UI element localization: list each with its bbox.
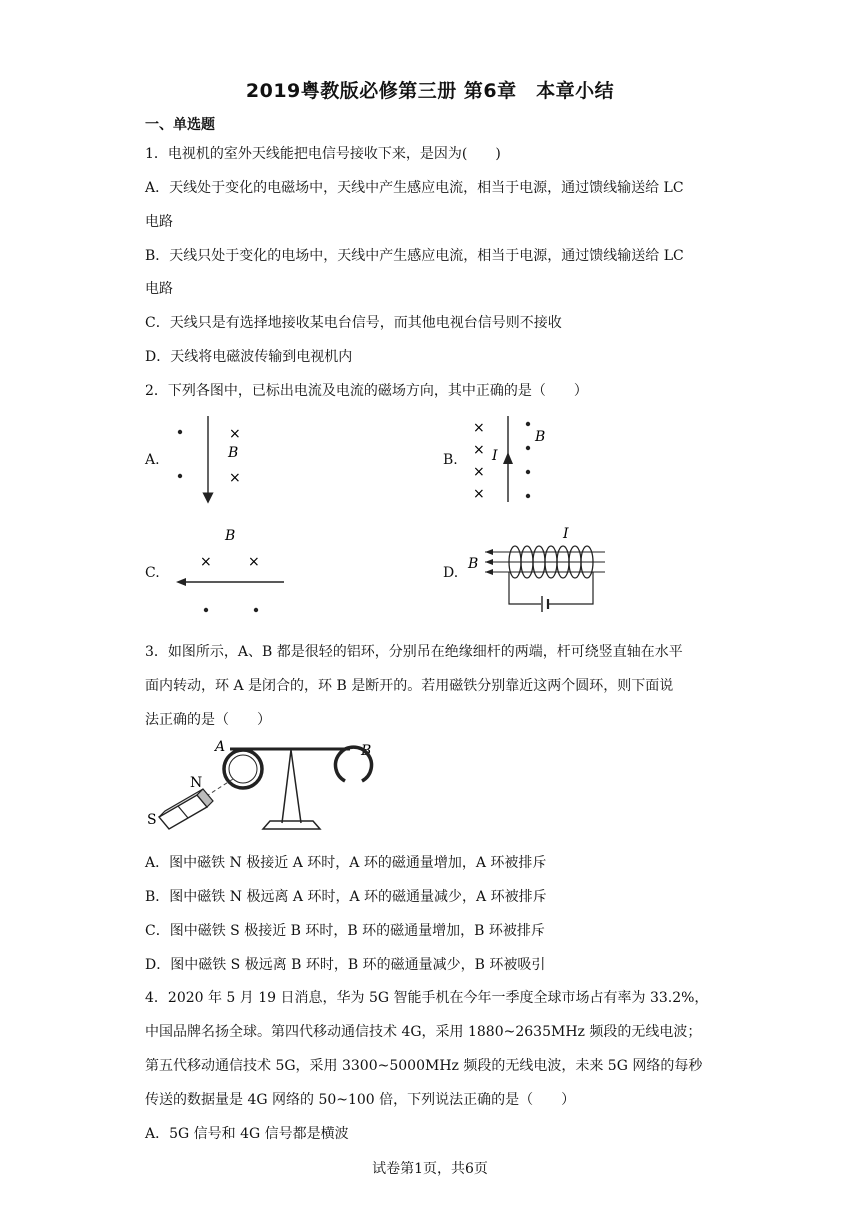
dot-mark <box>526 494 530 498</box>
current-arrow <box>176 578 186 586</box>
ring-a-closed <box>224 750 262 788</box>
magnet-label-n: N <box>190 775 203 791</box>
dot-mark <box>178 430 182 434</box>
q4-stem-line4: 传送的数据量是 4G 网络的 50~100 倍，下列说法正确的是（ ） <box>145 1092 576 1108</box>
current-label-i: I <box>492 448 498 464</box>
dot-mark <box>254 608 258 612</box>
q3-option-c: C．图中磁铁 S 极接近 B 环时，B 环的磁通量增加，B 环被排斥 <box>145 923 545 939</box>
q1-option-b: B．天线只处于变化的电场中，天线中产生感应电流，相当于电源，通过馈线输送给 LC <box>145 248 684 264</box>
field-label-b: B <box>468 556 479 572</box>
dot-mark <box>178 474 182 478</box>
cross-mark: × <box>473 420 485 436</box>
q3-stem-line1: 3．如图所示，A、B 都是很轻的铝环，分别吊在绝缘细杆的两端，杆可绕竖直轴在水平 <box>145 644 683 660</box>
circuit-wire <box>549 572 593 604</box>
q2-option-b-label: B. <box>443 452 458 468</box>
cross-mark: × <box>200 554 212 570</box>
field-label-b: B <box>228 445 239 461</box>
field-arrow <box>485 549 493 555</box>
q2-option-d-label: D. <box>443 565 459 581</box>
dot-mark <box>526 422 530 426</box>
section-heading: 一、单选题 <box>145 117 215 133</box>
cross-mark: × <box>473 442 485 458</box>
q3-option-b: B．图中磁铁 N 极远离 A 环时，A 环的磁通量减少，A 环被排斥 <box>145 889 547 905</box>
ring-b-open <box>336 747 372 781</box>
ring-a-inner <box>229 755 257 783</box>
stand-base <box>263 821 320 829</box>
bar-magnet-icon <box>159 789 213 829</box>
q3-stem-line3: 法正确的是（ ） <box>145 712 271 728</box>
q2-figure-d <box>465 522 620 620</box>
q3-figure-rings <box>145 737 375 840</box>
ring-label-a: A <box>215 739 226 755</box>
q1-option-b-cont: 电路 <box>145 281 173 297</box>
magnet-label-s: S <box>147 812 157 828</box>
cross-mark: × <box>229 470 241 486</box>
current-label-i: I <box>563 526 569 542</box>
cross-mark: × <box>473 464 485 480</box>
q2-figure-c <box>170 522 295 617</box>
q1-option-d: D．天线将电磁波传输到电视机内 <box>145 349 353 365</box>
cross-mark: × <box>229 426 241 442</box>
dot-mark <box>526 446 530 450</box>
q1-option-c: C．天线只是有选择地接收某电台信号，而其他电视台信号则不接收 <box>145 315 562 331</box>
ring-label-b: B <box>361 743 372 759</box>
dot-mark <box>204 608 208 612</box>
field-arrow <box>485 569 493 575</box>
q1-stem: 1．电视机的室外天线能把电信号接收下来，是因为( ) <box>145 146 501 162</box>
q4-stem-line3: 第五代移动通信技术 5G，采用 3300~5000MHz 频段的无线电波，未来 5G 网络的每秒 <box>145 1058 703 1074</box>
current-arrow <box>503 452 513 464</box>
page-title: 2019粤教版必修第三册 第6章 本章小结 <box>245 80 615 102</box>
field-label-b: B <box>225 528 236 544</box>
field-arrow <box>485 559 493 565</box>
q3-stem-line2: 面内转动，环 A 是闭合的，环 B 是断开的。若用磁铁分别靠近这两个圆环，则下面说 <box>145 678 674 694</box>
q3-option-a: A．图中磁铁 N 极接近 A 环时，A 环的磁通量增加，A 环被排斥 <box>145 855 547 871</box>
cross-mark: × <box>473 486 485 502</box>
dot-mark <box>526 470 530 474</box>
q4-option-a: A．5G 信号和 4G 信号都是横波 <box>145 1126 349 1142</box>
q2-figure-a <box>165 412 255 507</box>
q4-stem-line1: 4．2020 年 5 月 19 日消息，华为 5G 智能手机在今年一季度全球市场占有率为 33.2%， <box>145 990 709 1006</box>
q1-option-a-cont: 电路 <box>145 214 173 230</box>
q4-stem-line2: 中国品牌名扬全球。第四代移动通信技术 4G，采用 1880~2635MHz 频段的无线电波； <box>145 1024 702 1040</box>
q2-figure-b <box>465 412 555 507</box>
stand-post <box>282 750 301 823</box>
q2-option-a-label: A. <box>145 452 160 468</box>
field-label-b: B <box>535 429 546 445</box>
cross-mark: × <box>248 554 260 570</box>
q3-option-d: D．图中磁铁 S 极远离 B 环时，B 环的磁通量减少，B 环被吸引 <box>145 957 546 973</box>
q1-option-a: A．天线处于变化的电磁场中，天线中产生感应电流，相当于电源，通过馈线输送给 LC <box>145 180 684 196</box>
page-footer: 试卷第1页，共6页 <box>372 1161 488 1177</box>
q2-option-c-label: C. <box>145 565 160 581</box>
q2-stem: 2．下列各图中，已标出电流及电流的磁场方向，其中正确的是（ ） <box>145 383 588 399</box>
